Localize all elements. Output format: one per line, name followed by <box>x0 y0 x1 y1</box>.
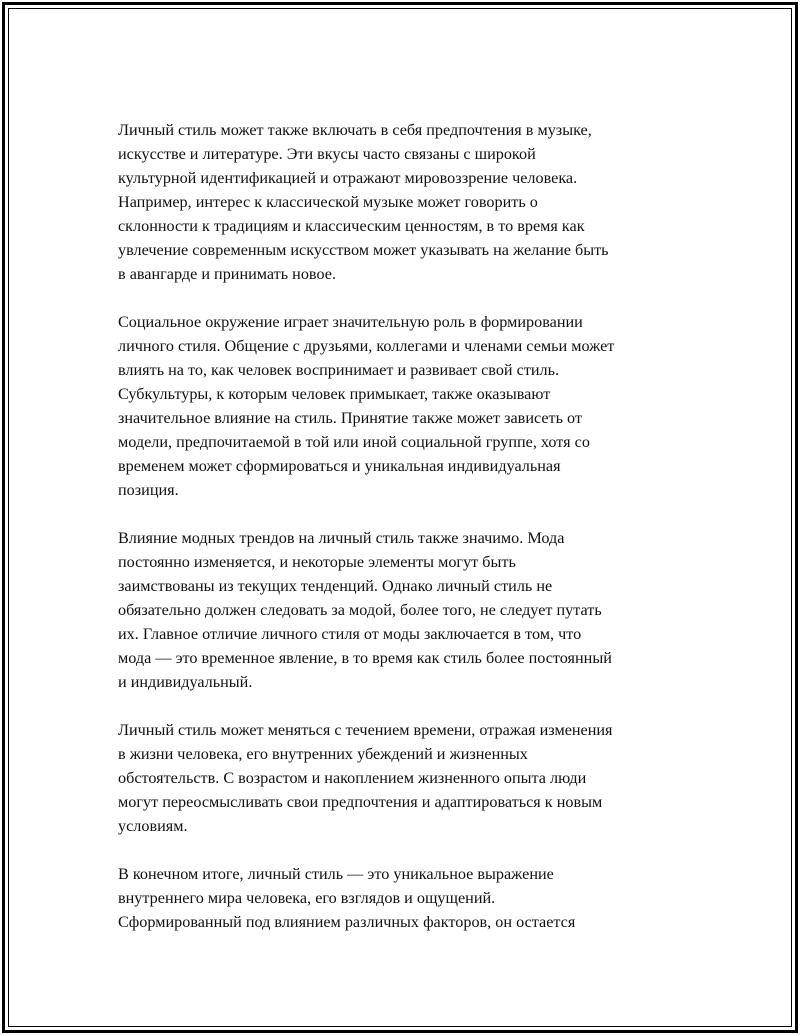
paragraph-music-art-literature <box>118 118 690 286</box>
text-line: Субкультуры, к которым человек примыкает, также оказывают <box>118 385 551 403</box>
text-line: обстоятельств. С возрастом и накоплением жизненного опыта люди <box>118 769 587 787</box>
text-line: внутреннего мира человека, его взглядов и ощущений. <box>118 889 496 907</box>
text-line: Личный стиль может меняться с течением времени, отражая изменения <box>118 721 613 739</box>
paragraph-conclusion <box>118 862 690 934</box>
text-line: влиять на то, как человек воспринимает и развивает свой стиль. <box>118 361 560 379</box>
text-line: культурной идентификацией и отражают мировоззрение человека. <box>118 169 578 187</box>
paragraph-social-environment <box>118 310 690 502</box>
text-line: позиция. <box>118 481 179 499</box>
text-line: склонности к традициям и классическим ценностям, в то время как <box>118 217 585 235</box>
text-line: Личный стиль может также включать в себя предпочтения в музыке, <box>118 121 592 139</box>
text-line: искусстве и литературе. Эти вкусы часто связаны с широкой <box>118 145 536 163</box>
text-line: значительное влияние на стиль. Принятие также может зависеть от <box>118 409 583 427</box>
text-line: обязательно должен следовать за модой, более того, не следует путать <box>118 601 602 619</box>
text-line: Например, интерес к классической музыке может говорить о <box>118 193 538 211</box>
paragraph-fashion-trends <box>118 526 690 694</box>
text-line: личного стиля. Общение с друзьями, коллегами и членами семьи может <box>118 337 615 355</box>
text-line: Влияние модных трендов на личный стиль также значимо. Мода <box>118 529 565 547</box>
text-line: Социальное окружение играет значительную роль в формировании <box>118 313 583 331</box>
text-line: в жизни человека, его внутренних убеждений и жизненных <box>118 745 528 763</box>
text-line: временем может сформироваться и уникальная индивидуальная <box>118 457 561 475</box>
text-line: постоянно изменяется, и некоторые элементы могут быть <box>118 553 516 571</box>
text-line: заимствованы из текущих тенденций. Однако личный стиль не <box>118 577 553 595</box>
text-line: мода — это временное явление, в то время как стиль более постоянный <box>118 649 612 667</box>
text-line: Сформированный под влиянием различных факторов, он остается <box>118 913 576 931</box>
paragraph-style-changes-over-time <box>118 718 690 838</box>
document-body <box>118 118 690 934</box>
text-line: могут переосмысливать свои предпочтения и адаптироваться к новым <box>118 793 603 811</box>
text-line: их. Главное отличие личного стиля от моды заключается в том, что <box>118 625 582 643</box>
text-line: условиям. <box>118 817 188 835</box>
text-line: в авангарде и принимать новое. <box>118 265 336 283</box>
text-line: и индивидуальный. <box>118 673 253 691</box>
text-line: В конечном итоге, личный стиль — это уникальное выражение <box>118 865 554 883</box>
text-line: модели, предпочитаемой в той или иной социальной группе, хотя со <box>118 433 590 451</box>
text-line: увлечение современным искусством может указывать на желание быть <box>118 241 609 259</box>
